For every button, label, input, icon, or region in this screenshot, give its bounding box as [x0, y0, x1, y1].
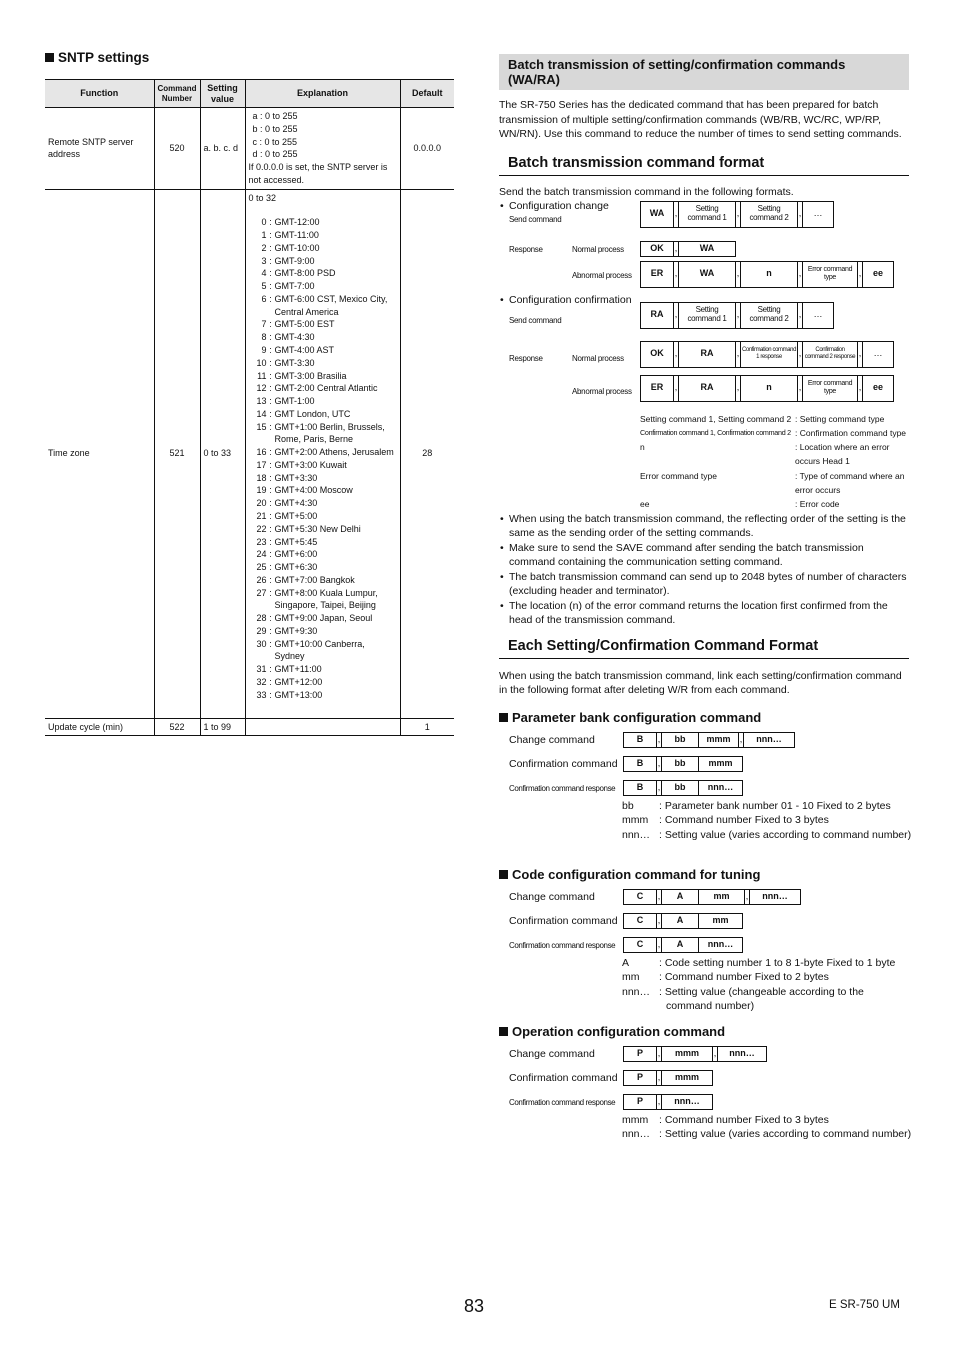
tz-colon: : [269, 293, 272, 304]
tz-num: 23 [256, 536, 267, 547]
comma-cell: , [797, 262, 803, 287]
normal-label: Normal process [572, 244, 624, 254]
tz-colon: : [269, 472, 272, 483]
range-line: a : 0 to 255 [252, 111, 298, 121]
tz-colon: : [269, 676, 272, 687]
setting2-cell: Setting command 2 [749, 204, 789, 222]
n-cell: n [766, 268, 772, 279]
ra-cell: RA [700, 348, 714, 359]
tz-text: GMT-6:00 CST, Mexico City, Central America [274, 293, 388, 317]
er-cell: ER [650, 268, 664, 279]
code-response-format: C , A nnn… [623, 937, 743, 953]
timezone-item [249, 484, 397, 497]
tz-colon: : [269, 268, 272, 279]
tz-text: GMT+6:30 [274, 562, 318, 573]
tz-num: 17 [256, 459, 267, 470]
param-heading: Parameter bank configuration command [499, 710, 761, 725]
row-function: Time zone [45, 189, 154, 718]
setting1-cell: Setting command 1 [687, 204, 727, 222]
tz-num: 19 [256, 485, 267, 496]
tz-num: 15 [256, 421, 267, 432]
tz-colon: : [269, 574, 272, 585]
square-bullet-icon [45, 53, 54, 62]
tz-text: GMT-4:00 AST [274, 345, 335, 356]
square-bullet-icon [499, 713, 508, 722]
tz-num: 25 [256, 562, 267, 573]
col-function: Function [45, 80, 154, 108]
er-ra-format [640, 375, 894, 402]
tz-text: GMT+9:30 [274, 625, 318, 636]
oper-response-format: P , nnn… [623, 1094, 713, 1110]
tz-colon: : [269, 319, 272, 330]
n-cell: n [766, 382, 772, 393]
setting2-cell: Setting command 2 [749, 305, 789, 323]
range-line: c : 0 to 255 [252, 136, 298, 147]
timezone-item [249, 318, 397, 331]
comma-cell: , [673, 202, 679, 227]
row-function: Remote SNTP server address [45, 108, 154, 190]
oper-legend [622, 1113, 912, 1142]
tz-num: 13 [256, 396, 267, 407]
tz-text: GMT+6:00 [274, 549, 318, 560]
tz-num: 26 [256, 574, 267, 585]
batch-banner: Batch transmission of setting/confirmation commands (WA/RA) [499, 54, 909, 90]
param-legend [622, 799, 912, 843]
tz-text: GMT+11:00 [274, 664, 322, 675]
tz-range: 0 to 32 [248, 192, 277, 203]
tz-colon: : [269, 689, 272, 700]
confirm-response-label: Confirmation command response [509, 1097, 616, 1107]
row-value: 1 to 99 [200, 718, 245, 736]
each-format-intro: When using the batch transmission command, link each setting/confirmation command in the following format after deleting W/R from each command. [499, 669, 902, 696]
comma-cell: , [797, 342, 803, 367]
timezone-item [249, 472, 397, 485]
tz-colon: : [269, 613, 272, 624]
timezone-item [249, 587, 397, 613]
tz-colon: : [269, 281, 272, 292]
timezone-item [249, 638, 397, 664]
legend-row: nnn… : Setting value (varies according to command number) [622, 828, 912, 841]
row-number: 520 [154, 108, 200, 190]
tz-text: GMT+5:30 New Delhi [274, 523, 361, 534]
ee-cell: ee [872, 382, 883, 393]
timezone-item [249, 370, 397, 383]
tz-colon: : [269, 664, 272, 675]
tz-text: GMT-2:00 Central Atlantic [274, 383, 378, 394]
tz-colon: : [269, 549, 272, 560]
setting1-cell: Setting command 1 [687, 305, 727, 323]
tz-colon: : [269, 370, 272, 381]
table-row [45, 108, 454, 190]
row-value: 0 to 33 [200, 189, 245, 718]
legend-row: mmm : Command number Fixed to 3 bytes [622, 814, 829, 826]
ok-cell: OK [650, 348, 664, 359]
comma-cell: , [673, 376, 679, 401]
tz-num: 5 [261, 281, 267, 292]
tz-num: 29 [256, 625, 267, 636]
tz-num: 18 [256, 472, 267, 483]
comma-cell: , [735, 376, 741, 401]
er-wa-format [640, 261, 894, 288]
tz-colon: : [269, 217, 272, 228]
code-confirm-format: C , A mm [623, 913, 743, 929]
tz-num: 33 [256, 689, 267, 700]
send-command-label: Send command [509, 315, 562, 325]
tz-num: 10 [256, 357, 267, 368]
tz-text: GMT-5:00 EST [274, 319, 335, 330]
tz-text: GMT+9:00 Japan, Seoul [274, 613, 373, 624]
tz-text: GMT+2:00 Athens, Jerusalem [274, 447, 394, 458]
notes-list [499, 512, 909, 628]
range-line: d : 0 to 255 [252, 149, 298, 160]
timezone-item [249, 382, 397, 395]
comma-cell: , [857, 342, 863, 367]
param-confirm-format: B , bb mmm [623, 756, 743, 772]
bullet-icon: • [500, 599, 504, 612]
tz-text: GMT-9:00 [274, 255, 315, 266]
tz-text: GMT-3:00 Brasilia [274, 370, 347, 381]
tz-colon: : [269, 523, 272, 534]
tz-num: 11 [257, 370, 267, 381]
table-row [45, 189, 454, 718]
tz-colon: : [269, 562, 272, 573]
code-legend [622, 956, 912, 1014]
tz-text: GMT+13:00 [274, 689, 323, 700]
timezone-item [249, 676, 397, 689]
tz-text: GMT-10:00 [274, 242, 320, 253]
row-default: 0.0.0.0 [400, 108, 454, 190]
tz-num: 31 [256, 664, 267, 675]
confirm-response-label: Confirmation command response [509, 783, 616, 793]
confirm-command-label: Confirmation command [509, 1071, 618, 1084]
tz-num: 12 [256, 383, 267, 394]
legend-row: A : Code setting number 1 to 8 1-byte Fixed to 1 byte [622, 956, 896, 969]
tz-text: GMT+5:00 [274, 510, 318, 521]
tz-colon: : [269, 255, 272, 266]
row-number: 521 [154, 189, 200, 718]
comma-cell: , [673, 303, 679, 328]
tz-num: 30 [256, 638, 267, 649]
abnormal-label: Abnormal process [572, 270, 632, 280]
col-setting-value: Setting value [200, 80, 245, 108]
timezone-item [249, 625, 397, 638]
timezone-item [249, 408, 397, 421]
comma-cell: , [735, 342, 741, 367]
sntp-title: SNTP settings [58, 50, 150, 65]
timezone-item [249, 395, 397, 408]
document-id: E SR-750 UM [829, 1299, 900, 1311]
response-label: Response [509, 244, 543, 254]
conf1-cell: Confirmation command 1 response [741, 347, 797, 360]
oper-heading: Operation configuration command [499, 1024, 725, 1039]
er-cell: ER [650, 382, 664, 393]
wa-send-format [640, 201, 834, 228]
definition-row: Setting command 1, Setting command 2 : Setting command type [640, 413, 885, 424]
square-bullet-icon [499, 1027, 508, 1036]
comma-cell: , [797, 303, 803, 328]
definition-row: n : Location where an error occurs Head 1 [640, 442, 890, 467]
tz-num: 3 [261, 255, 267, 266]
tz-colon: : [269, 332, 272, 343]
tz-colon: : [269, 383, 272, 394]
tz-text: GMT London, UTC [274, 408, 351, 419]
oper-confirm-format: P , mmm [623, 1070, 713, 1086]
square-bullet-icon [499, 870, 508, 879]
table-header-row [45, 80, 454, 108]
timezone-item [249, 689, 397, 702]
dots-cell: … [813, 208, 823, 219]
timezone-item [249, 280, 397, 293]
tz-num: 0 [261, 217, 267, 228]
wa-cell: WA [699, 242, 715, 253]
row-explanation [245, 108, 400, 190]
tz-colon: : [269, 459, 272, 470]
timezone-item [249, 612, 397, 625]
code-change-format: C , A mm , nnn… [623, 889, 801, 905]
tz-text: GMT-3:30 [274, 357, 315, 368]
tz-text: GMT+10:00 Canberra, Sydney [274, 638, 365, 662]
tz-text: GMT-7:00 [274, 281, 315, 292]
sntp-table [45, 79, 454, 736]
ok-ra-format [640, 341, 894, 368]
bullet-icon: • [500, 200, 504, 212]
comma-cell: , [735, 202, 741, 227]
tz-text: GMT+7:00 Bangkok [274, 574, 355, 585]
legend-row: nnn… : Setting value (varies according to command number) [622, 1128, 912, 1140]
definitions-list [640, 412, 910, 512]
ra-cell: RA [650, 309, 664, 320]
tz-num: 22 [256, 523, 267, 534]
ok-cell: OK [650, 242, 664, 253]
range-line: b : 0 to 255 [252, 123, 298, 134]
sntp-heading [45, 50, 455, 65]
row-function: Update cycle (min) [45, 718, 154, 736]
comma-cell: , [735, 262, 741, 287]
bullet-icon: • [500, 570, 504, 583]
change-command-label: Change command [509, 890, 595, 903]
note-item: • Make sure to send the SAVE command after sending the batch transmission command containing the communication setting command. [500, 541, 864, 568]
tz-num: 14 [256, 408, 267, 419]
tz-num: 7 [261, 319, 267, 330]
row-default: 28 [400, 189, 454, 718]
timezone-item [249, 331, 397, 344]
format-intro: Send the batch transmission command in the following formats. [499, 185, 794, 198]
timezone-item [249, 293, 397, 319]
legend-row: nnn… : Setting value (changeable according to the command number) [622, 985, 864, 1012]
timezone-item [249, 536, 397, 549]
ra-cell: RA [700, 382, 714, 393]
tz-num: 27 [256, 587, 267, 598]
tz-text: GMT+4:00 Moscow [274, 485, 353, 496]
tz-num: 4 [261, 268, 267, 279]
tz-text: GMT+3:30 [274, 472, 318, 483]
ra-send-format [640, 302, 834, 329]
tz-colon: : [269, 485, 272, 496]
comma-cell: , [857, 262, 863, 287]
legend-row: bb : Parameter bank number 01 - 10 Fixed to 2 bytes [622, 799, 891, 812]
tz-text: GMT-4:30 [274, 332, 315, 343]
tz-num: 9 [261, 345, 267, 356]
code-heading: Code configuration command for tuning [499, 867, 760, 882]
timezone-item [249, 561, 397, 574]
timezone-item [249, 446, 397, 459]
row-explanation [245, 189, 400, 718]
tz-num: 28 [256, 613, 267, 624]
timezone-list [249, 216, 397, 701]
timezone-item [249, 510, 397, 523]
normal-label: Normal process [572, 353, 624, 363]
comma-cell: , [673, 262, 679, 287]
tz-num: 24 [256, 549, 267, 560]
ee-cell: ee [872, 268, 883, 279]
wa-cell: WA [699, 268, 715, 279]
param-change-format: B , bb mmm , nnn… [623, 732, 795, 748]
timezone-item [249, 357, 397, 370]
batch-section [499, 54, 912, 1140]
tz-text: GMT+12:00 [274, 676, 323, 687]
timezone-item [249, 459, 397, 472]
tz-num: 1 [261, 230, 267, 241]
tz-num: 16 [256, 447, 267, 458]
sntp-section [45, 50, 455, 736]
response-label: Response [509, 353, 543, 363]
confirm-response-label: Confirmation command response [509, 940, 616, 950]
tz-colon: : [269, 242, 272, 253]
tz-num: 2 [261, 242, 267, 253]
tz-colon: : [269, 421, 272, 432]
legend-row: mmm : Command number Fixed to 3 bytes [622, 1113, 829, 1126]
bullet-icon: • [500, 541, 504, 554]
comma-cell: , [673, 242, 679, 256]
col-default: Default [400, 80, 454, 108]
tz-text: GMT-11:00 [274, 230, 319, 241]
col-explanation: Explanation [245, 80, 400, 108]
tz-text: GMT+3:00 Kuwait [274, 459, 347, 470]
bullet-text: Configuration confirmation [509, 293, 632, 306]
dots-cell: … [813, 309, 823, 320]
timezone-item [249, 229, 397, 242]
note-item: • When using the batch transmission command, the reflecting order of the setting is the same as the sending order of the setting commands. [500, 512, 906, 539]
note-item: • The batch transmission command can send up to 2048 bytes of number of characters (excluding header and terminator). [500, 570, 907, 597]
change-command-label: Change command [509, 733, 595, 746]
param-response-format: B , bb nnn… [623, 780, 743, 796]
tz-colon: : [269, 625, 272, 636]
tz-num: 21 [256, 510, 267, 521]
conf2-cell: Confirmation command 2 response [804, 347, 856, 360]
timezone-item [249, 663, 397, 676]
timezone-item [249, 344, 397, 357]
note-item: • The location (n) of the error command returns the location first confirmed from the head of the transmission command. [500, 599, 888, 626]
comma-cell: , [673, 342, 679, 367]
row-default: 1 [400, 718, 454, 736]
errtype-cell: Error command type [807, 380, 853, 395]
tz-num: 20 [256, 498, 267, 509]
legend-row: mm : Command number Fixed to 2 bytes [622, 971, 829, 983]
row-explanation [245, 718, 400, 736]
tz-colon: : [269, 498, 272, 509]
tz-num: 6 [261, 293, 267, 304]
tz-colon: : [269, 536, 272, 547]
tz-text: GMT+5:45 [274, 536, 318, 547]
timezone-item [249, 497, 397, 510]
batch-intro: The SR-750 Series has the dedicated command that has been prepared for batch transmission of multiple setting/confirmation commands (WB/RB, WC/RC, WP/RP, WN/RN). Use this command to reduce the number of times to send setting commands. [499, 99, 902, 140]
server-note: If 0.0.0.0 is set, the SNTP server is not accessed. [248, 162, 388, 185]
row-value: a. b. c. d [200, 108, 245, 190]
tz-colon: : [269, 638, 272, 649]
tz-colon: : [269, 357, 272, 368]
timezone-item [249, 216, 397, 229]
errtype-cell: Error command type [807, 266, 853, 281]
format-heading: Batch transmission command format [499, 155, 909, 176]
send-command-label: Send command [509, 214, 562, 224]
comma-cell: , [797, 202, 803, 227]
abnormal-label: Abnormal process [572, 386, 632, 396]
tz-text: GMT+8:00 Kuala Lumpur, Singapore, Taipei, Beijing [274, 587, 378, 611]
tz-num: 8 [261, 332, 267, 343]
ok-wa-format [640, 241, 736, 257]
comma-cell: , [857, 376, 863, 401]
change-command-label: Change command [509, 1047, 595, 1060]
bullet-text: Configuration change [509, 200, 609, 212]
row-number: 522 [154, 718, 200, 736]
tz-colon: : [269, 447, 272, 458]
timezone-item [249, 267, 397, 280]
definition-row: Confirmation command 1, Confirmation command 2 : Confirmation command type [640, 427, 907, 438]
col-command-number: Command Number [154, 80, 200, 108]
confirm-command-label: Confirmation command [509, 914, 618, 927]
tz-colon: : [269, 345, 272, 356]
timezone-item [249, 421, 397, 447]
tz-colon: : [269, 396, 272, 407]
oper-change-format: P , mmm , nnn… [623, 1046, 767, 1062]
timezone-item [249, 548, 397, 561]
comma-cell: , [797, 376, 803, 401]
tz-colon: : [269, 510, 272, 521]
bullet-icon: • [500, 293, 504, 306]
timezone-item [249, 574, 397, 587]
tz-colon: : [269, 408, 272, 419]
tz-text: GMT+4:30 [274, 498, 318, 509]
comma-cell: , [735, 303, 741, 328]
tz-text: GMT-1:00 [274, 396, 315, 407]
timezone-item [249, 523, 397, 536]
tz-colon: : [269, 230, 272, 241]
tz-text: GMT-8:00 PSD [274, 268, 336, 279]
page-number: 83 [464, 1296, 485, 1316]
timezone-item [249, 255, 397, 268]
dots-cell: … [873, 348, 883, 359]
bullet-icon: • [500, 512, 504, 525]
each-format-heading: Each Setting/Confirmation Command Format [499, 638, 909, 659]
definition-row: Error command type : Type of command where an error occurs [640, 470, 905, 495]
tz-colon: : [269, 587, 272, 598]
tz-num: 32 [256, 676, 267, 687]
header-cell: WA [649, 208, 665, 219]
confirm-command-label: Confirmation command [509, 757, 618, 770]
timezone-item [249, 242, 397, 255]
tz-text: GMT+1:00 Berlin, Brussels, Rome, Paris, Berne [274, 421, 385, 445]
table-row [45, 718, 454, 736]
tz-text: GMT-12:00 [274, 217, 320, 228]
definition-row: ee : Error code [640, 499, 840, 510]
